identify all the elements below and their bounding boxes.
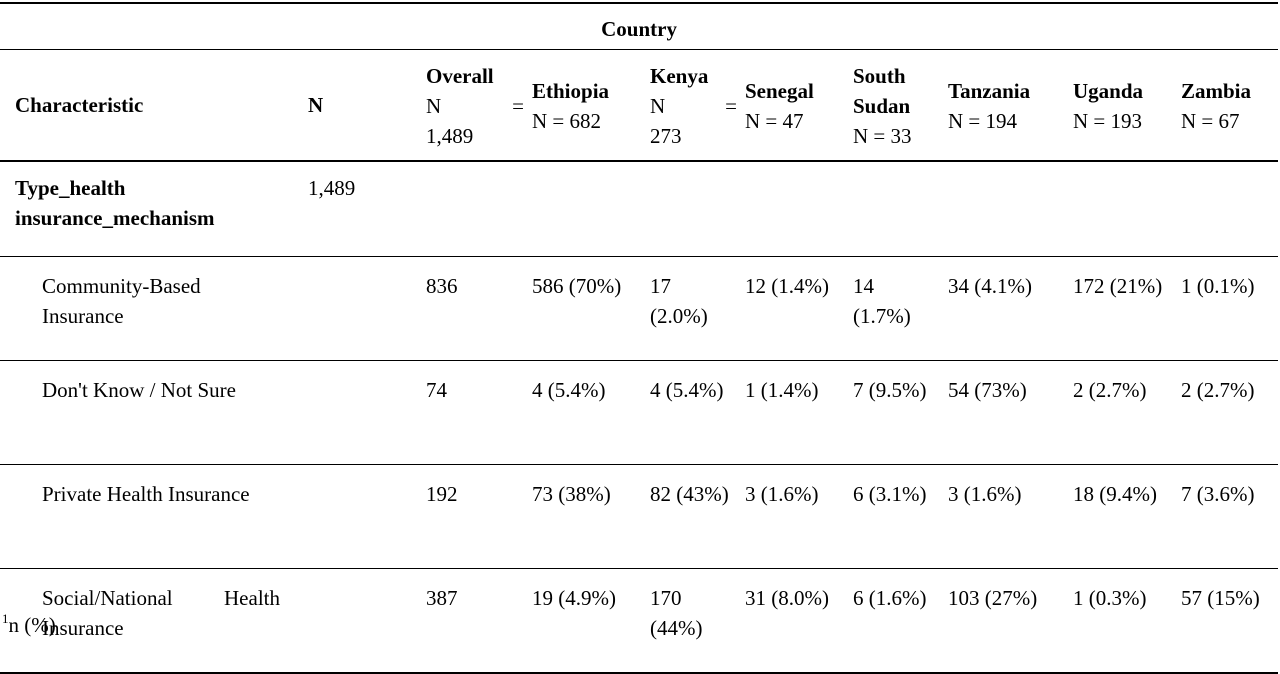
cell-kenya: 17 (2.0%): [642, 257, 737, 361]
kenya-header-stat: [650, 91, 737, 121]
overall-header-name: Overall: [426, 64, 494, 88]
row-overall: 74: [418, 361, 524, 465]
cell-tanzania: 103 (27%): [940, 569, 1065, 674]
kenya-stat-eq: =: [725, 94, 737, 118]
section-empty-cells: [418, 161, 1278, 257]
tanzania-header: [940, 50, 1065, 162]
uganda-header-name: Uganda: [1073, 79, 1144, 103]
cell-south-sudan: 7 (9.5%): [845, 361, 940, 465]
cell-uganda: 18 (9.4%): [1065, 465, 1173, 569]
section-label-line-1: Type_health: [15, 176, 126, 200]
uganda-header: [1065, 50, 1173, 162]
uganda-header-stat: N = 193: [1073, 109, 1143, 133]
zambia-header-name: Zambia: [1181, 79, 1252, 103]
overall-stat-eq: =: [512, 94, 524, 118]
cell-senegal: 31 (8.0%): [737, 569, 845, 674]
row-label: Private Health Insurance: [0, 465, 300, 569]
row-overall: 192: [418, 465, 524, 569]
row-n: [300, 257, 418, 361]
ethiopia-header-stat: N = 682: [532, 109, 602, 133]
column-header-row: [0, 50, 1278, 162]
cell-senegal: 3 (1.6%): [737, 465, 845, 569]
kenya-header: [642, 50, 737, 162]
cell-zambia: 2 (2.7%): [1173, 361, 1278, 465]
south-sudan-header: [845, 50, 940, 162]
section-n: 1,489: [300, 161, 418, 257]
characteristic-header: Characteristic: [0, 50, 300, 162]
table-row: [0, 361, 1278, 465]
row-overall: 387: [418, 569, 524, 674]
cell-tanzania: 34 (4.1%): [940, 257, 1065, 361]
cell-uganda: 2 (2.7%): [1065, 361, 1173, 465]
table-footnote: [2, 610, 56, 640]
cell-ethiopia: 586 (70%): [524, 257, 642, 361]
cell-kenya: 170 (44%): [642, 569, 737, 674]
senegal-header-name: Senegal: [745, 79, 814, 103]
row-label: Community-Based Insurance: [0, 257, 300, 361]
overall-header-stat: [426, 91, 524, 121]
cell-south-sudan: 6 (3.1%): [845, 465, 940, 569]
cell-ethiopia: 4 (5.4%): [524, 361, 642, 465]
cell-uganda: 172 (21%): [1065, 257, 1173, 361]
cell-kenya: 4 (5.4%): [642, 361, 737, 465]
cell-uganda: 1 (0.3%): [1065, 569, 1173, 674]
kenya-stat-prefix: N: [650, 94, 666, 118]
south-sudan-header-name-2: Sudan: [853, 94, 911, 118]
table-row: [0, 257, 1278, 361]
row-label: Don't Know / Not Sure: [0, 361, 300, 465]
cell-south-sudan: 14 (1.7%): [845, 257, 940, 361]
row-n: [300, 361, 418, 465]
n-header: N: [300, 50, 418, 162]
country-insurance-table: [0, 2, 1278, 674]
section-label-line-2: insurance_mechanism: [15, 206, 215, 230]
cell-kenya: 82 (43%): [642, 465, 737, 569]
zambia-header-stat: N = 67: [1181, 109, 1240, 133]
row-overall: 836: [418, 257, 524, 361]
kenya-header-name: Kenya: [650, 64, 709, 88]
tanzania-header-stat: N = 194: [948, 109, 1018, 133]
senegal-header-stat: N = 47: [745, 109, 804, 133]
cell-tanzania: 54 (73%): [940, 361, 1065, 465]
tanzania-header-name: Tanzania: [948, 79, 1031, 103]
section-label: [0, 161, 300, 257]
country-spanner-header: Country: [0, 3, 1278, 50]
ethiopia-header: [524, 50, 642, 162]
overall-header-value: 1,489: [426, 124, 474, 148]
cell-ethiopia: 73 (38%): [524, 465, 642, 569]
cell-zambia: 57 (15%): [1173, 569, 1278, 674]
senegal-header: [737, 50, 845, 162]
ethiopia-header-name: Ethiopia: [532, 79, 610, 103]
row-label: Social/National Health Insurance: [0, 569, 300, 674]
cell-zambia: 7 (3.6%): [1173, 465, 1278, 569]
row-n: [300, 569, 418, 674]
row-n: [300, 465, 418, 569]
cell-south-sudan: 6 (1.6%): [845, 569, 940, 674]
table-row: [0, 569, 1278, 674]
overall-stat-prefix: N: [426, 94, 442, 118]
cell-senegal: 12 (1.4%): [737, 257, 845, 361]
cell-tanzania: 3 (1.6%): [940, 465, 1065, 569]
footnote-marker: 1: [2, 611, 9, 626]
section-row: [0, 161, 1278, 257]
table-row: [0, 465, 1278, 569]
spanner-row: [0, 3, 1278, 50]
zambia-header: [1173, 50, 1278, 162]
kenya-header-value: 273: [650, 124, 682, 148]
cell-senegal: 1 (1.4%): [737, 361, 845, 465]
south-sudan-header-stat: N = 33: [853, 124, 912, 148]
overall-header: [418, 50, 524, 162]
footnote-text: n (%): [8, 613, 56, 637]
cell-zambia: 1 (0.1%): [1173, 257, 1278, 361]
south-sudan-header-name-1: South: [853, 64, 906, 88]
cell-ethiopia: 19 (4.9%): [524, 569, 642, 674]
